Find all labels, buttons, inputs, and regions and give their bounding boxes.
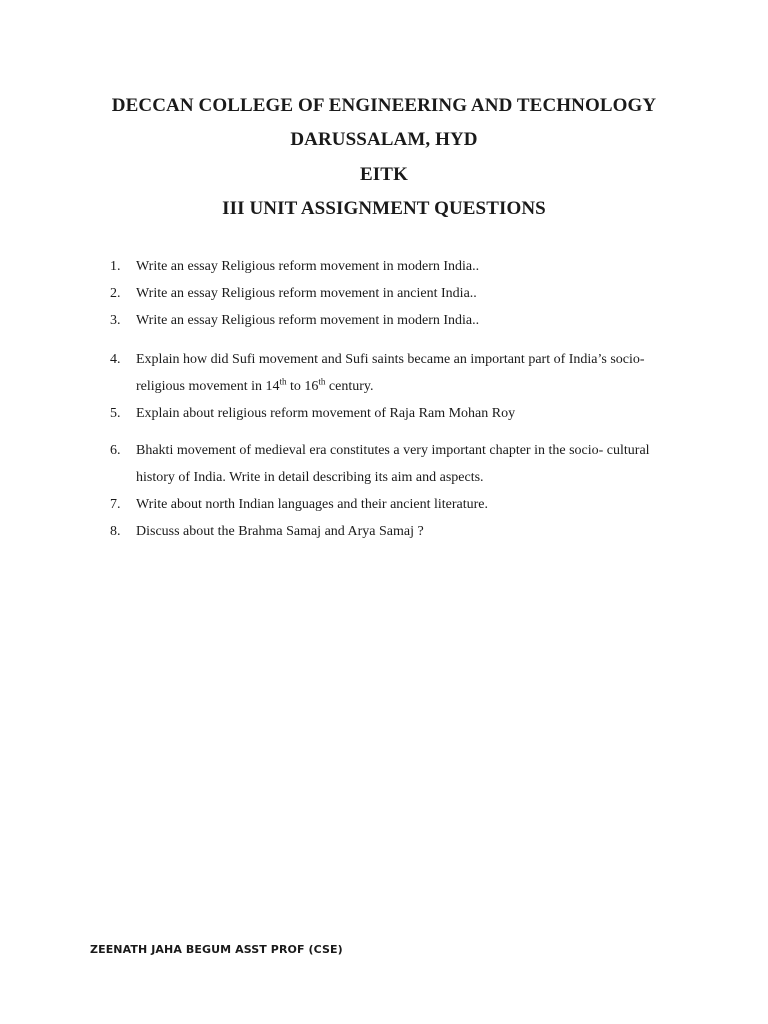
question-text: Write an essay Religious reform movement in modern India.. <box>136 313 480 328</box>
question-item <box>110 518 690 545</box>
assignment-title: III UNIT ASSIGNMENT QUESTIONS <box>222 198 546 219</box>
question-text-part: to 16 <box>286 379 319 394</box>
footer-author: ZEENATH JAHA BEGUM ASST PROF (CSE) <box>90 943 343 956</box>
question-number: 4. <box>110 352 121 367</box>
question-number: 1. <box>110 259 121 274</box>
question-number: 3. <box>110 313 121 328</box>
question-text: Write an essay Religious reform movement in ancient India.. <box>136 286 477 301</box>
question-text-part: Explain how did Sufi movement and Sufi saints became an important part of India’s socio-religious movement in 14 <box>136 352 645 394</box>
question-text: Bhakti movement of medieval era constitutes a very important chapter in the socio- cultural history of India. Write in detail describing its aim and aspects. <box>136 443 650 485</box>
question-text <box>136 346 690 400</box>
question-number: 5. <box>110 406 121 421</box>
question-text-part: century. <box>325 379 374 394</box>
question-item <box>110 346 690 400</box>
question-item <box>110 253 690 280</box>
question-item <box>110 280 690 307</box>
question-text: Write an essay Religious reform movement in modern India.. <box>136 259 480 274</box>
subject-name: EITK <box>360 164 408 185</box>
question-text: Discuss about the Brahma Samaj and Arya Samaj ? <box>136 524 424 539</box>
ordinal-superscript: th <box>318 376 326 387</box>
college-location: DARUSSALAM, HYD <box>290 129 478 150</box>
question-number: 2. <box>110 286 121 301</box>
question-text: Explain about religious reform movement of Raja Ram Mohan Roy <box>136 406 516 421</box>
question-item <box>110 307 690 334</box>
question-number: 8. <box>110 524 121 539</box>
question-number: 7. <box>110 497 121 512</box>
college-name: DECCAN COLLEGE OF ENGINEERING AND TECHNOLOGY <box>111 95 657 116</box>
question-item <box>110 400 690 427</box>
ordinal-superscript: th <box>279 376 287 387</box>
question-number: 6. <box>110 443 121 458</box>
question-text: Write about north Indian languages and their ancient literature. <box>136 497 489 512</box>
question-item <box>110 437 690 491</box>
question-item <box>110 491 690 518</box>
